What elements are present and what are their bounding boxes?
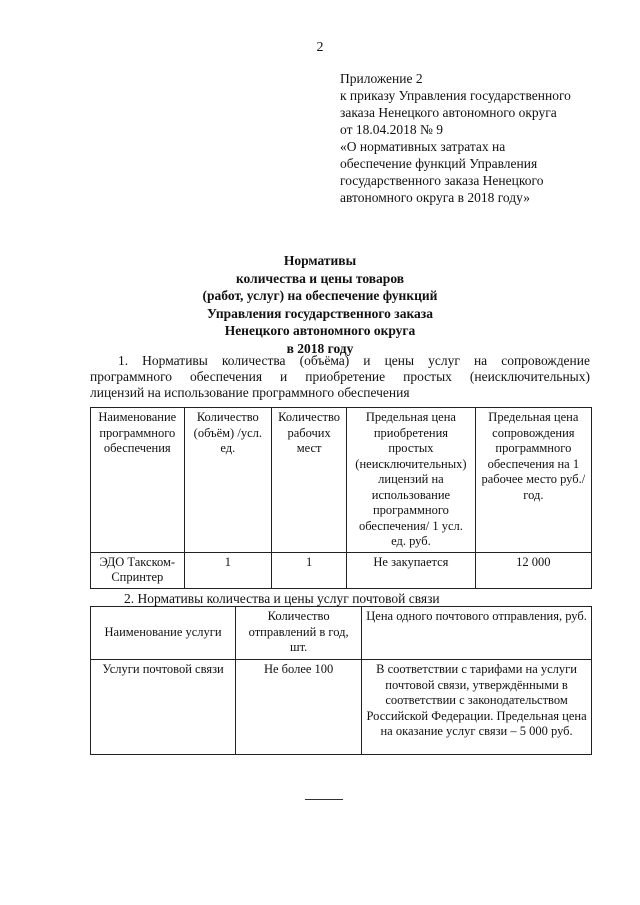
footer-divider	[305, 799, 343, 800]
appendix-line: «О нормативных затратах на	[340, 139, 506, 154]
section2-heading: 2. Нормативы количества и цены услуг почтовой связи	[124, 591, 440, 606]
title-line: количества и цены товаров	[235, 270, 405, 286]
title-line: (работ, услуг) на обеспечение функций	[202, 288, 438, 303]
header-quantity: Количество (объём) /усл. ед.	[184, 408, 271, 553]
appendix-line: Приложение 2	[340, 71, 423, 86]
appendix-line: от 18.04.2018 № 9	[340, 122, 443, 137]
cell-license-price: Не закупается	[347, 552, 476, 588]
header-license-price: Предельная цена приобретения простых (неисключительных) лицензий на использование программного обеспечения/ 1 усл. ед. руб.	[347, 408, 476, 553]
appendix-line: автономного округа в 2018 году»	[340, 190, 530, 205]
table-row	[91, 660, 592, 755]
appendix-line: обеспечение функций Управления	[340, 156, 538, 171]
software-norms-table	[90, 407, 592, 589]
title-line: Ненецкого автономного округа	[224, 323, 416, 338]
table-header-row	[91, 408, 592, 553]
cell-workplaces: 1	[272, 552, 347, 588]
header-support-price: Предельная цена сопровождения программного обеспечения на 1 рабочее место руб./год.	[475, 408, 591, 553]
title-line: в 2018 году	[286, 340, 354, 356]
header-shipments-count: Количество отправлений в год, шт.	[236, 607, 362, 660]
section1-heading	[90, 353, 590, 401]
header-software-name: Наименование программного обеспечения	[91, 408, 185, 553]
postal-norms-table	[90, 606, 592, 755]
section1-heading-line: программного обеспечения и приобретение простых (неисключительных)	[90, 369, 590, 384]
section1-heading-line: лицензий на использование программного обеспечения	[90, 385, 410, 400]
appendix-line: заказа Ненецкого автономного округа	[340, 105, 557, 120]
cell-service-name: Услуги почтовой связи	[91, 660, 236, 755]
section1-heading-line: 1. Нормативы количества (объёма) и цены услуг на сопровождение	[118, 353, 590, 368]
cell-quantity: 1	[184, 552, 271, 588]
title-line: Нормативы	[283, 253, 357, 268]
header-service-name: Наименование услуги	[91, 607, 236, 660]
document-title	[0, 252, 640, 357]
cell-support-price: 12 000	[475, 552, 591, 588]
header-workplaces: Количество рабочих мест	[272, 408, 347, 553]
appendix-block	[340, 70, 610, 206]
table-header-row	[91, 607, 592, 660]
cell-shipment-price: В соответствии с тарифами на услуги почтовой связи, утверждёнными в соответствии с законодательством Российской Федерации. Предельная цена на оказание услуг связи – 5 000 руб.	[362, 660, 592, 755]
table-row	[91, 552, 592, 588]
title-line: Управления государственного заказа	[207, 305, 433, 321]
cell-shipments-count: Не более 100	[236, 660, 362, 755]
appendix-line: к приказу Управления государственного	[340, 88, 571, 103]
cell-software-name: ЭДО Такском-Спринтер	[91, 552, 185, 588]
header-shipment-price: Цена одного почтового отправления, руб.	[362, 607, 592, 660]
appendix-line: государственного заказа Ненецкого	[340, 173, 544, 188]
page-number: 2	[316, 40, 324, 55]
